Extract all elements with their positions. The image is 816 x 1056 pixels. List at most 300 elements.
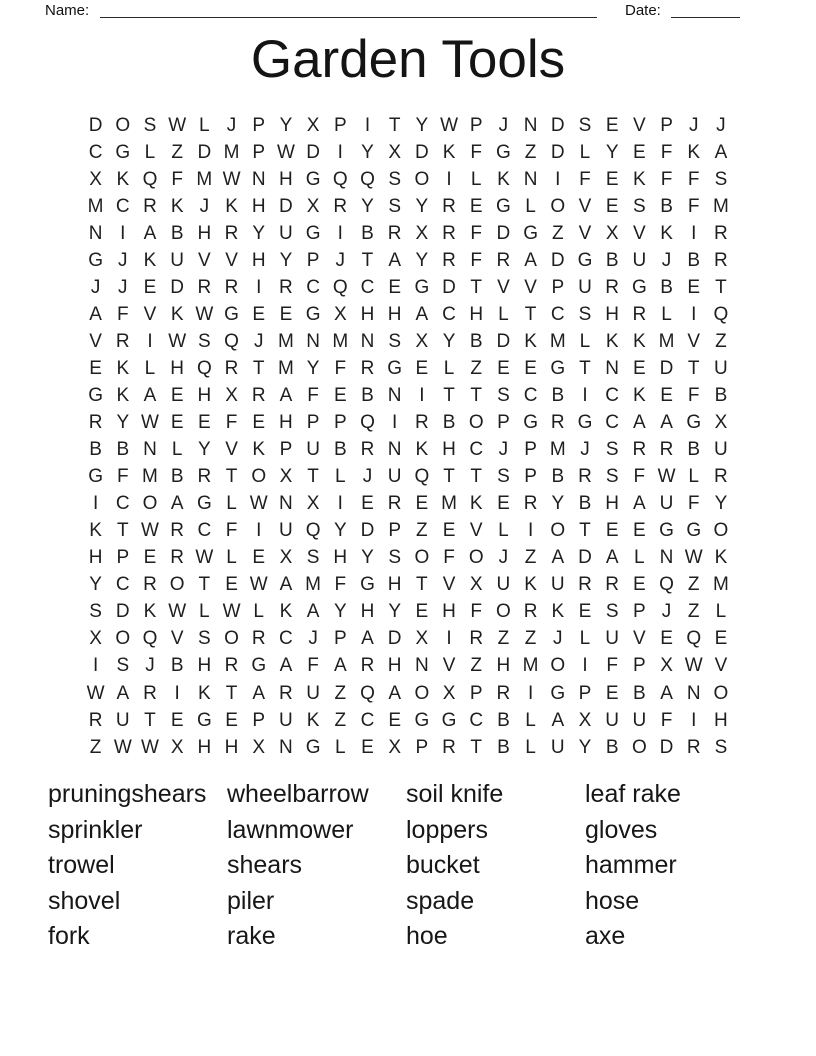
grid-letter: I — [92, 493, 99, 515]
grid-letter: L — [334, 466, 346, 488]
grid-letter: X — [714, 412, 728, 434]
grid-letter: R — [115, 330, 130, 352]
grid-letter: E — [605, 682, 619, 704]
grid-letter: L — [579, 141, 591, 163]
grid-letter: C — [197, 520, 212, 542]
grid-letter: N — [143, 439, 157, 461]
grid-letter: S — [198, 330, 211, 352]
grid-letter: R — [224, 222, 239, 244]
grid-letter: L — [688, 466, 699, 488]
grid-letter: G — [387, 357, 403, 379]
grid-letter: S — [89, 601, 102, 623]
grid-letter: N — [279, 736, 293, 758]
grid-letter: M — [522, 655, 539, 677]
grid-letter: Y — [551, 493, 565, 515]
grid-letter: K — [198, 682, 211, 704]
word-list-column — [585, 777, 764, 955]
grid-letter: M — [87, 195, 104, 217]
grid-letter: G — [686, 412, 702, 434]
grid-letter: A — [524, 249, 537, 271]
grid-letter: U — [170, 249, 185, 271]
grid-letter: I — [147, 330, 153, 352]
grid-letter: Z — [334, 709, 347, 731]
grid-letter: K — [497, 168, 510, 190]
grid-letter: W — [276, 141, 295, 163]
grid-letter: C — [469, 439, 484, 461]
grid-letter: R — [414, 412, 429, 434]
grid-letter: J — [145, 655, 155, 677]
grid-letter: R — [88, 709, 103, 731]
grid-letter: T — [116, 520, 129, 542]
grid-letter: A — [279, 384, 293, 406]
grid-letter: T — [470, 276, 483, 298]
grid-letter: R — [578, 574, 592, 596]
grid-letter: F — [470, 222, 483, 244]
grid-letter: D — [659, 736, 674, 758]
grid-letter: T — [307, 466, 319, 488]
grid-letter: E — [225, 709, 238, 731]
grid-letter: B — [633, 682, 646, 704]
grid-letter: G — [115, 141, 131, 163]
grid-letter: P — [252, 114, 266, 136]
grid-letter: K — [116, 384, 130, 406]
grid-letter: A — [252, 682, 266, 704]
grid-letter: P — [279, 439, 293, 461]
page-title: Garden Tools — [250, 30, 566, 89]
grid-letter: L — [199, 601, 210, 623]
grid-letter: G — [550, 682, 566, 704]
grid-letter: N — [523, 168, 538, 190]
grid-letter: O — [251, 466, 267, 488]
grid-letter: X — [89, 628, 102, 650]
grid-letter: O — [142, 493, 158, 515]
grid-letter: V — [225, 249, 238, 271]
grid-letter: S — [714, 736, 728, 758]
grid-letter: R — [442, 222, 456, 244]
grid-letter: Y — [578, 736, 592, 758]
grid-letter: X — [279, 547, 293, 569]
grid-letter: C — [115, 493, 130, 515]
grid-letter: W — [249, 574, 268, 596]
grid-letter: S — [388, 195, 401, 217]
grid-letter: D — [550, 249, 565, 271]
word-list-item: axe — [585, 922, 626, 951]
grid-letter: E — [497, 493, 510, 515]
grid-letter: E — [605, 114, 619, 136]
grid-letter: Q — [414, 466, 430, 488]
grid-letter: A — [388, 682, 401, 704]
grid-letter: E — [660, 384, 673, 406]
grid-letter: C — [279, 628, 293, 650]
grid-letter: F — [470, 249, 483, 271]
grid-letter: E — [605, 168, 619, 190]
grid-letter: M — [196, 168, 213, 190]
grid-letter: Q — [360, 412, 375, 434]
grid-letter: F — [660, 709, 673, 731]
grid-letter: I — [337, 222, 343, 244]
grid-letter: X — [415, 628, 429, 650]
grid-letter: H — [387, 303, 402, 325]
grid-letter: N — [360, 330, 375, 352]
grid-letter: T — [144, 709, 156, 731]
grid-letter: F — [470, 601, 483, 623]
grid-letter: R — [496, 682, 511, 704]
grid-letter: L — [579, 330, 591, 352]
grid-letter: W — [249, 493, 268, 515]
grid-letter: E — [143, 276, 157, 298]
grid-letter: D — [387, 628, 402, 650]
grid-letter: S — [116, 655, 130, 677]
grid-letter: L — [634, 547, 645, 569]
grid-letter: I — [256, 276, 262, 298]
word-list-item: gloves — [585, 815, 658, 844]
grid-letter: J — [226, 114, 237, 136]
grid-letter: H — [469, 303, 484, 325]
grid-letter: P — [333, 628, 347, 650]
grid-letter: L — [144, 141, 156, 163]
grid-letter: N — [605, 357, 620, 379]
word-list-item: wheelbarrow — [227, 780, 369, 808]
grid-letter: V — [225, 439, 238, 461]
grid-letter: R — [143, 682, 157, 704]
grid-letter: M — [142, 466, 158, 488]
grid-letter: A — [551, 547, 565, 569]
grid-letter: V — [442, 574, 456, 596]
grid-letter: P — [633, 655, 646, 677]
grid-letter: V — [497, 276, 510, 298]
grid-letter: P — [333, 114, 347, 136]
word-list-item: pruningshears — [48, 780, 207, 808]
grid-letter: J — [661, 601, 672, 623]
grid-letter: I — [691, 222, 697, 244]
grid-letter: H — [88, 547, 103, 569]
grid-letter: L — [226, 547, 237, 569]
grid-letter: E — [143, 547, 157, 569]
grid-letter: P — [116, 547, 130, 569]
grid-letter: E — [198, 412, 211, 434]
grid-letter: I — [419, 384, 425, 406]
grid-letter: G — [496, 195, 511, 217]
grid-letter: S — [143, 114, 157, 136]
grid-letter: B — [687, 249, 701, 271]
grid-letter: Y — [252, 222, 266, 244]
grid-letter: R — [714, 249, 728, 271]
grid-letter: Y — [306, 357, 320, 379]
grid-letter: V — [524, 276, 537, 298]
grid-letter: L — [226, 493, 237, 515]
grid-letter: R — [469, 628, 484, 650]
grid-letter: C — [360, 276, 375, 298]
grid-letter: V — [578, 195, 592, 217]
grid-letter: E — [415, 357, 429, 379]
grid-letter: N — [279, 493, 293, 515]
grid-letter: G — [196, 493, 212, 515]
grid-letter: S — [578, 303, 592, 325]
grid-letter: T — [225, 466, 238, 488]
grid-letter: H — [197, 655, 212, 677]
grid-letter: H — [279, 168, 293, 190]
grid-letter: E — [605, 520, 619, 542]
word-list-item: hose — [585, 886, 640, 915]
grid-letter: U — [714, 439, 728, 461]
grid-letter: M — [277, 357, 294, 379]
grid-letter: F — [116, 303, 129, 325]
grid-letter: A — [551, 709, 565, 731]
grid-letter: K — [306, 709, 320, 731]
grid-letter: O — [550, 195, 566, 217]
word-list-item: soil knife — [406, 780, 504, 808]
grid-letter: A — [605, 547, 619, 569]
grid-letter: S — [497, 466, 510, 488]
grid-letter: O — [468, 412, 484, 434]
grid-letter: U — [306, 439, 320, 461]
grid-letter: I — [446, 628, 452, 650]
grid-letter: R — [279, 276, 293, 298]
grid-letter: F — [470, 141, 483, 163]
grid-letter: K — [524, 330, 537, 352]
grid-letter: W — [113, 736, 132, 758]
grid-letter: T — [361, 249, 374, 271]
grid-letter: H — [170, 357, 185, 379]
grid-letter: R — [714, 222, 728, 244]
grid-letter: F — [334, 574, 347, 596]
grid-letter: V — [170, 628, 184, 650]
grid-letter: J — [118, 249, 128, 271]
grid-letter: Z — [470, 655, 483, 677]
grid-letter: E — [605, 195, 619, 217]
grid-letter: Z — [524, 141, 537, 163]
grid-letter: G — [659, 520, 674, 542]
grid-letter: R — [224, 276, 239, 298]
grid-letter: I — [582, 655, 588, 677]
grid-letter: W — [195, 303, 214, 325]
grid-letter: A — [333, 655, 347, 677]
grid-letter: G — [88, 384, 103, 406]
grid-letter: M — [712, 195, 729, 217]
grid-letter: D — [197, 141, 212, 163]
grid-letter: W — [168, 114, 187, 136]
grid-letter: T — [579, 357, 591, 379]
grid-letter: H — [251, 195, 266, 217]
grid-letter: J — [498, 114, 509, 136]
grid-letter: J — [688, 114, 699, 136]
grid-letter: J — [90, 276, 101, 298]
grid-letter: G — [305, 168, 321, 190]
grid-letter: S — [388, 330, 401, 352]
grid-letter: P — [469, 114, 483, 136]
grid-letter: M — [223, 141, 240, 163]
grid-letter: Z — [551, 222, 564, 244]
word-list-column — [227, 777, 406, 955]
grid-letter: E — [388, 709, 401, 731]
grid-letter: O — [713, 682, 729, 704]
grid-letter: A — [306, 601, 320, 623]
grid-letter: I — [582, 384, 588, 406]
grid-letter: A — [660, 682, 673, 704]
grid-letter: L — [661, 303, 672, 325]
grid-letter: L — [443, 357, 455, 379]
grid-letter: H — [605, 303, 620, 325]
grid-letter: S — [198, 628, 211, 650]
grid-letter: S — [633, 195, 646, 217]
grid-letter: B — [170, 655, 184, 677]
grid-letter: U — [306, 682, 320, 704]
grid-letter: X — [225, 384, 238, 406]
grid-letter: R — [442, 736, 456, 758]
grid-letter: T — [198, 574, 211, 596]
grid-letter: E — [361, 493, 374, 515]
grid-letter: E — [633, 574, 646, 596]
grid-letter: S — [306, 547, 320, 569]
grid-letter: X — [306, 493, 320, 515]
grid-letter: W — [141, 412, 159, 434]
grid-letter: X — [388, 736, 401, 758]
grid-letter: V — [633, 222, 646, 244]
grid-letter: P — [497, 412, 510, 434]
grid-letter: C — [306, 276, 320, 298]
grid-letter: Q — [360, 682, 375, 704]
grid-letter: Z — [334, 682, 347, 704]
grid-letter: M — [658, 330, 675, 352]
grid-letter: D — [414, 141, 429, 163]
grid-letter: U — [714, 357, 728, 379]
grid-letter: X — [442, 682, 456, 704]
grid-letter: X — [170, 736, 184, 758]
grid-letter: Y — [415, 249, 429, 271]
grid-letter: Z — [687, 601, 700, 623]
grid-letter: F — [687, 493, 700, 515]
grid-letter: H — [197, 736, 212, 758]
grid-letter: R — [360, 439, 375, 461]
grid-letter: I — [527, 682, 534, 704]
grid-letter: N — [523, 114, 538, 136]
grid-letter: F — [334, 357, 347, 379]
grid-letter: G — [88, 249, 103, 271]
grid-letter: C — [88, 141, 103, 163]
name-label: Name: — [45, 2, 90, 19]
grid-letter: R — [360, 655, 375, 677]
grid-letter: R — [143, 195, 157, 217]
grid-letter: I — [174, 682, 180, 704]
grid-letter: Z — [171, 141, 183, 163]
grid-letter: G — [224, 303, 239, 325]
grid-letter: B — [605, 736, 619, 758]
grid-letter: I — [92, 655, 99, 677]
grid-letter: R — [88, 412, 103, 434]
grid-letter: O — [550, 655, 566, 677]
grid-letter: T — [579, 520, 591, 542]
grid-letter: S — [605, 439, 619, 461]
grid-letter: E — [415, 601, 429, 623]
grid-letter: R — [170, 547, 185, 569]
grid-letter: F — [116, 466, 129, 488]
grid-letter: N — [88, 222, 103, 244]
grid-letter: Q — [713, 303, 729, 325]
grid-letter: D — [578, 547, 592, 569]
grid-letter: E — [714, 628, 728, 650]
grid-letter: P — [306, 412, 320, 434]
grid-letter: O — [414, 682, 430, 704]
grid-letter: Y — [333, 601, 347, 623]
grid-letter: W — [195, 547, 214, 569]
grid-letter: N — [306, 330, 320, 352]
grid-letter: Z — [416, 520, 428, 542]
grid-letter: D — [360, 520, 375, 542]
grid-letter: Q — [142, 628, 158, 650]
grid-letter: R — [224, 357, 239, 379]
grid-letter: A — [714, 141, 728, 163]
word-list-item: fork — [48, 922, 90, 951]
grid-letter: R — [197, 466, 212, 488]
grid-letter: W — [86, 682, 105, 704]
grid-letter: Y — [198, 439, 211, 461]
grid-letter: C — [605, 412, 620, 434]
grid-letter: A — [633, 412, 646, 434]
grid-letter: K — [252, 439, 266, 461]
grid-letter: F — [171, 168, 183, 190]
grid-letter: B — [660, 276, 673, 298]
grid-letter: B — [170, 222, 184, 244]
grid-letter: P — [252, 141, 266, 163]
grid-letter: X — [469, 574, 483, 596]
grid-letter: B — [714, 384, 728, 406]
grid-letter: K — [469, 493, 483, 515]
grid-letter: F — [307, 384, 319, 406]
grid-letter: R — [333, 195, 348, 217]
grid-letter: S — [605, 601, 619, 623]
grid-letter: F — [687, 168, 700, 190]
grid-letter: H — [360, 601, 375, 623]
grid-letter: E — [89, 357, 102, 379]
grid-letter: S — [497, 384, 510, 406]
grid-letter: R — [143, 574, 157, 596]
grid-letter: Y — [279, 114, 293, 136]
word-list-item: hammer — [585, 851, 677, 880]
grid-letter: W — [222, 601, 241, 623]
grid-letter: H — [197, 222, 212, 244]
grid-letter: O — [550, 520, 566, 542]
grid-letter: G — [196, 709, 212, 731]
word-list-item: lawnmower — [227, 815, 354, 844]
grid-letter: J — [498, 439, 509, 461]
grid-letter: R — [714, 466, 728, 488]
grid-letter: T — [225, 682, 238, 704]
grid-letter: K — [116, 168, 130, 190]
word-list-item: trowel — [48, 851, 115, 880]
grid-letter: F — [606, 655, 618, 677]
grid-letter: B — [660, 195, 673, 217]
grid-letter: Z — [470, 357, 483, 379]
grid-letter: L — [525, 736, 536, 758]
grid-letter: P — [551, 276, 565, 298]
grid-letter: F — [660, 141, 673, 163]
grid-letter: E — [415, 493, 429, 515]
grid-letter: R — [659, 439, 674, 461]
grid-letter: R — [632, 303, 647, 325]
grid-letter: I — [256, 520, 262, 542]
grid-letter: X — [578, 709, 592, 731]
grid-letter: Q — [332, 276, 348, 298]
grid-letter: Z — [89, 736, 102, 758]
word-search-grid — [82, 112, 735, 761]
grid-letter: H — [605, 493, 620, 515]
grid-letter: G — [414, 709, 430, 731]
word-list-item: leaf rake — [585, 780, 681, 808]
grid-letter: G — [631, 276, 647, 298]
grid-letter: I — [691, 709, 697, 731]
word-list-item: loppers — [406, 815, 488, 844]
grid-letter: Y — [714, 493, 728, 515]
